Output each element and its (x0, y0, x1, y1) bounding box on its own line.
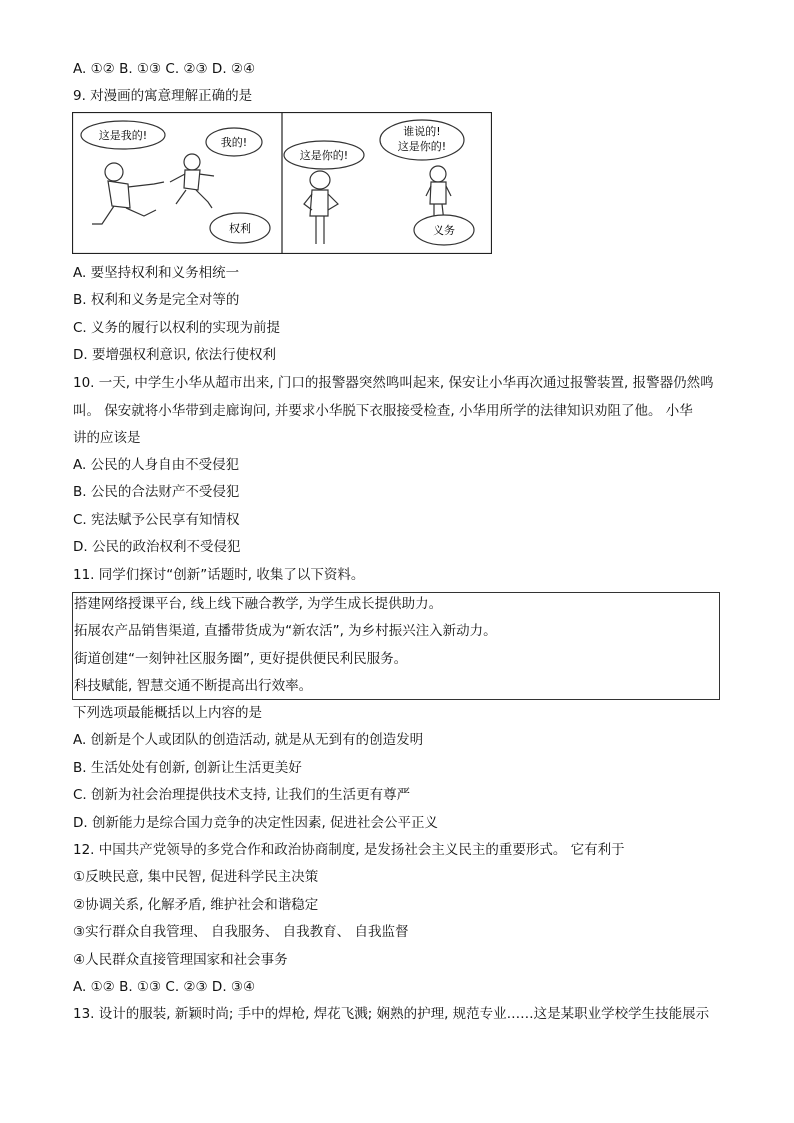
q9-option-c: C. 义务的履行以权利的实现为前提 (73, 320, 281, 336)
q13-stem-line1: 13. 设计的服装, 新颖时尚; 手中的焊枪, 焊花飞溅; 娴熟的护理, 规范专业……这是某职业学校学生技能展示 (73, 1006, 710, 1022)
q10-stem-line1: 10. 一天, 中学生小华从超市出来, 门口的报警器突然鸣叫起来, 保安让小华再次通过报警装置, 报警器仍然鸣 (73, 375, 714, 391)
q11-option-b: B. 生活处处有创新, 创新让生活更美好 (73, 760, 302, 776)
q9-comic (72, 112, 492, 254)
q12-item-4: ④人民群众直接管理国家和社会事务 (73, 952, 288, 968)
bubble-text: 这是你的! (299, 149, 349, 162)
q11-materials-box (72, 592, 720, 700)
q10-stem-line2: 叫。 保安就将小华带到走廊询问, 并要求小华脱下衣服接受检查, 小华用所学的法律知识劝阻了他。 小华 (73, 403, 693, 419)
q10-option-c: C. 宪法赋予公民享有知情权 (73, 512, 240, 528)
bubble-text: 我的! (220, 136, 248, 149)
q10-option-b: B. 公民的合法财产不受侵犯 (73, 484, 240, 500)
bubble-text: 谁说的! (403, 125, 441, 138)
q12-stem: 12. 中国共产党领导的多党合作和政治协商制度, 是发扬社会主义民主的重要形式。 它有利于 (73, 842, 625, 858)
q9-stem: 9. 对漫画的寓意理解正确的是 (73, 88, 253, 104)
q10-option-d: D. 公民的政治权利不受侵犯 (73, 539, 241, 555)
q12-item-3: ③实行群众自我管理、 自我服务、 自我教育、 自我监督 (73, 924, 409, 940)
q8-options: A. ①② B. ①③ C. ②③ D. ②④ (73, 61, 256, 77)
q12-item-2: ②协调关系, 化解矛盾, 维护社会和谐稳定 (73, 897, 319, 913)
material-item: 拓展农产品销售渠道, 直播带货成为“新农活”, 为乡村振兴注入新动力。 (74, 623, 497, 639)
q9-option-d: D. 要增强权利意识, 依法行使权利 (73, 347, 277, 363)
material-item: 搭建网络授课平台, 线上线下融合教学, 为学生成长提供助力。 (74, 596, 443, 612)
q10-option-a: A. 公民的人身自由不受侵犯 (73, 457, 240, 473)
q9-option-a: A. 要坚持权利和义务相统一 (73, 265, 240, 281)
q12-item-1: ①反映民意, 集中民智, 促进科学民主决策 (73, 869, 319, 885)
bubble-text: 这是我的! (98, 129, 148, 142)
caption-text: 权利 (229, 222, 251, 235)
q11-stem: 11. 同学们探讨“创新”话题时, 收集了以下资料。 (73, 567, 365, 583)
material-item: 科技赋能, 智慧交通不断提高出行效率。 (74, 678, 313, 694)
q11-question: 下列选项最能概括以上内容的是 (73, 705, 262, 721)
caption-text: 义务 (433, 224, 455, 237)
q11-option-d: D. 创新能力是综合国力竞争的决定性因素, 促进社会公平正义 (73, 815, 439, 831)
q9-option-b: B. 权利和义务是完全对等的 (73, 292, 240, 308)
material-item: 街道创建“一刻钟社区服务圈”, 更好提供便民利民服务。 (74, 651, 408, 667)
q11-option-a: A. 创新是个人或团队的创造活动, 就是从无到有的创造发明 (73, 732, 424, 748)
q11-option-c: C. 创新为社会治理提供技术支持, 让我们的生活更有尊严 (73, 787, 411, 803)
q10-stem-line3: 讲的应该是 (73, 430, 141, 446)
q12-options: A. ①② B. ①③ C. ②③ D. ③④ (73, 979, 256, 995)
bubble-text: 这是你的! (397, 140, 447, 153)
